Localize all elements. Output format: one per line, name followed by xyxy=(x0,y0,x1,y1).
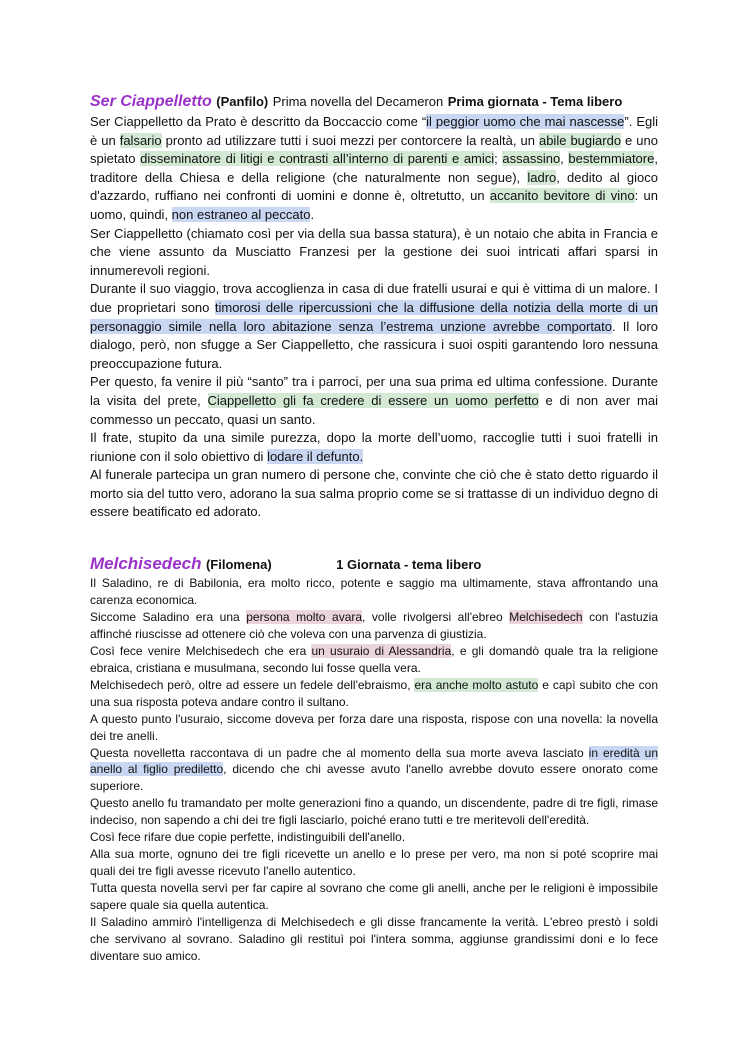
section-narrator: (Filomena) xyxy=(205,557,272,572)
paragraph xyxy=(90,795,658,829)
text-run: : un uomo, quindi, xyxy=(90,188,658,222)
section-title: Melchisedech xyxy=(90,554,202,573)
text-run: Ser Ciappelletto (chiamato così per via della sua bassa statura), è un notaio che abita in Francia e che viene assunto da Musciatto Franzesi per la gestione dei suoi intricati affari sparsi in innumerevoli regioni. xyxy=(90,225,658,278)
text-run: , traditore della Chiesa e della religione (che naturalmente non segue), xyxy=(90,151,658,185)
paragraph xyxy=(90,373,658,429)
highlighted-text: lodare il defunto. xyxy=(267,448,364,464)
highlighted-text: falsario xyxy=(119,132,162,148)
text-run: e di non aver mai commesso un peccato, quasi un santo. xyxy=(90,392,658,427)
highlighted-text: Ciappelletto gli fa credere di essere un uomo perfetto xyxy=(207,392,539,408)
section-title: Ser Ciappelletto xyxy=(90,93,212,110)
text-run: ; xyxy=(494,151,503,167)
section-day: 1 Giornata - tema libero xyxy=(336,557,482,572)
text-run: A questo punto l'usuraio, siccome doveva per forza dare una risposta, rispose con una novella: la novella dei tre anelli. xyxy=(90,711,658,743)
text-run: Questa novelletta raccontava di un padre che al momento della sua morte aveva lasciato xyxy=(90,745,589,760)
text-run: ”. Egli è un xyxy=(90,114,658,148)
section-body xyxy=(90,575,658,965)
text-run: Alla sua morte, ognuno dei tre figli ricevette un anello e lo prese per vero, ma non si poté scoprire mai quali dei tre figli avesse ricevuto l'anello autentico. xyxy=(90,847,658,879)
paragraph xyxy=(90,225,658,281)
text-run: . Il loro dialogo, però, non sfugge a Ser Ciappelletto, che rassicura i suoi ospiti garantendo loro nessuna preoccupazione futura. xyxy=(90,318,658,371)
paragraph xyxy=(90,609,658,643)
text-run: Il Saladino, re di Babilonia, era molto ricco, potente e saggio ma ultimamente, stava affrontando una carenza economica. xyxy=(90,576,658,607)
highlighted-text: non estraneo al peccato xyxy=(171,206,311,222)
highlighted-text: abile bugiardo xyxy=(538,132,622,148)
highlighted-text: Melchisedech xyxy=(509,609,583,624)
text-run: Melchisedech però, oltre ad essere un fedele dell'ebraismo, xyxy=(90,677,415,692)
text-run: Al funerale partecipa un gran numero di persone che, convinte che ciò che è stato detto riguardo il morto sia del tutto vero, adorano la sua salma proprio come se si trattasse di un individuo degno di essere beatificato ed adorato. xyxy=(90,467,658,520)
paragraph xyxy=(90,113,658,225)
text-run: , dedito al gioco d'azzardo, ruffiano nei confronti di uomini e donne è, oltretutto, un xyxy=(90,169,658,204)
text-run: con l'astuzia affinché riuscisse ad ottenere ciò che voleva con una parvenza di giustizia. xyxy=(90,609,658,641)
section-day: Prima giornata - Tema libero xyxy=(447,94,623,109)
text-run: Durante il suo viaggio, trova accoglienza in casa di due fratelli usurai e qui è vittima di un malore. I due proprietari sono xyxy=(90,281,658,315)
highlighted-text: timorosi delle ripercussioni che la diffusione della notizia della morte di un personaggio simile nella loro abitazione senza l’estrema unzione avrebbe comportato xyxy=(90,299,658,334)
paragraph xyxy=(90,880,658,914)
text-run: e uno spietato xyxy=(90,132,658,167)
paragraph xyxy=(90,914,658,965)
paragraph xyxy=(90,280,658,373)
highlighted-text: assassino xyxy=(502,151,561,167)
text-run: , xyxy=(560,151,569,167)
text-run: Tutta questa novella servì per far capire al sovrano che come gli anelli, anche per le religioni è impossibile sapere quale sia quella autentica. xyxy=(90,881,658,913)
paragraph xyxy=(90,829,658,846)
text-run: Il Saladino ammirò l'intelligenza di Melchisedech e gli disse francamente la verità. L'ebreo prestò i soldi che servivano al sovrano. Saladino gli restituì poi l'intera somma, aggiunse grandissimi doni e lo fece diventare suo amico. xyxy=(90,915,658,963)
section-body xyxy=(90,113,658,522)
paragraph xyxy=(90,745,658,796)
highlighted-text: un usuraio di Alessandria xyxy=(311,643,452,658)
section-header xyxy=(90,553,658,575)
text-run: Così fece venire Melchisedech che era xyxy=(90,643,312,658)
section-header xyxy=(90,91,658,113)
text-run: . xyxy=(310,206,315,222)
section-melchisedech xyxy=(90,553,658,965)
section-narrator: (Panfilo) xyxy=(216,94,269,109)
text-run: Questo anello fu tramandato per molte generazioni fino a quando, un discendente, padre di tre figli, rimase indeciso, non sapendo a chi dei tre figli lasciarlo, poiché erano tutti e tre meritevoli dell'eredità. xyxy=(90,796,658,828)
highlighted-text: era anche molto astuto xyxy=(414,677,539,692)
text-run: pronto ad utilizzare tutti i suoi mezzi per contorcere la realtà, un xyxy=(161,132,539,148)
paragraph xyxy=(90,466,658,522)
text-run: e capì subito che con una sua risposta poteva andare contro il sultano. xyxy=(90,677,658,709)
text-run: Siccome Saladino era una xyxy=(90,609,247,624)
paragraph xyxy=(90,677,658,711)
text-run: Così fece rifare due copie perfette, indistinguibili dell'anello. xyxy=(90,830,406,845)
paragraph xyxy=(90,429,658,466)
text-run: , e gli domandò quale tra la religione ebraica, cristiana e musulmana, secondo lui fosse quella vera. xyxy=(90,643,658,675)
text-run: , dicendo che chi avesse avuto l'anello avrebbe dovuto essere onorato come superiore. xyxy=(90,762,658,794)
highlighted-text: ladro xyxy=(527,169,557,185)
highlighted-text: il peggior uomo che mai nascesse xyxy=(426,114,625,129)
highlighted-text: bestemmiatore xyxy=(568,151,655,167)
text-run: Ser Ciappelletto da Prato è descritto da Boccaccio come “ xyxy=(90,114,427,129)
text-run: Il frate, stupito da una simile purezza, dopo la morte dell’uomo, raccoglie tutti i suoi fratelli in riunione con il solo obiettivo di xyxy=(90,430,658,464)
section-ser-ciappelletto xyxy=(90,91,658,522)
highlighted-text: accanito bevitore di vino xyxy=(489,188,635,204)
highlighted-text: disseminatore di litigi e contrasti all’interno di parenti e amici xyxy=(140,151,495,167)
paragraph xyxy=(90,711,658,745)
highlighted-text: in eredità un anello al figlio prediletto xyxy=(90,745,658,777)
paragraph xyxy=(90,643,658,677)
section-subtitle: Prima novella del Decameron xyxy=(272,94,444,109)
text-run: Per questo, fa venire il più “santo” tra i parroci, per una sua prima ed ultima confessione. Durante la visita del prete, xyxy=(90,374,658,408)
highlighted-text: persona molto avara xyxy=(246,609,363,624)
text-run: , volle rivolgersi all'ebreo xyxy=(362,609,510,624)
paragraph xyxy=(90,575,658,609)
paragraph xyxy=(90,846,658,880)
